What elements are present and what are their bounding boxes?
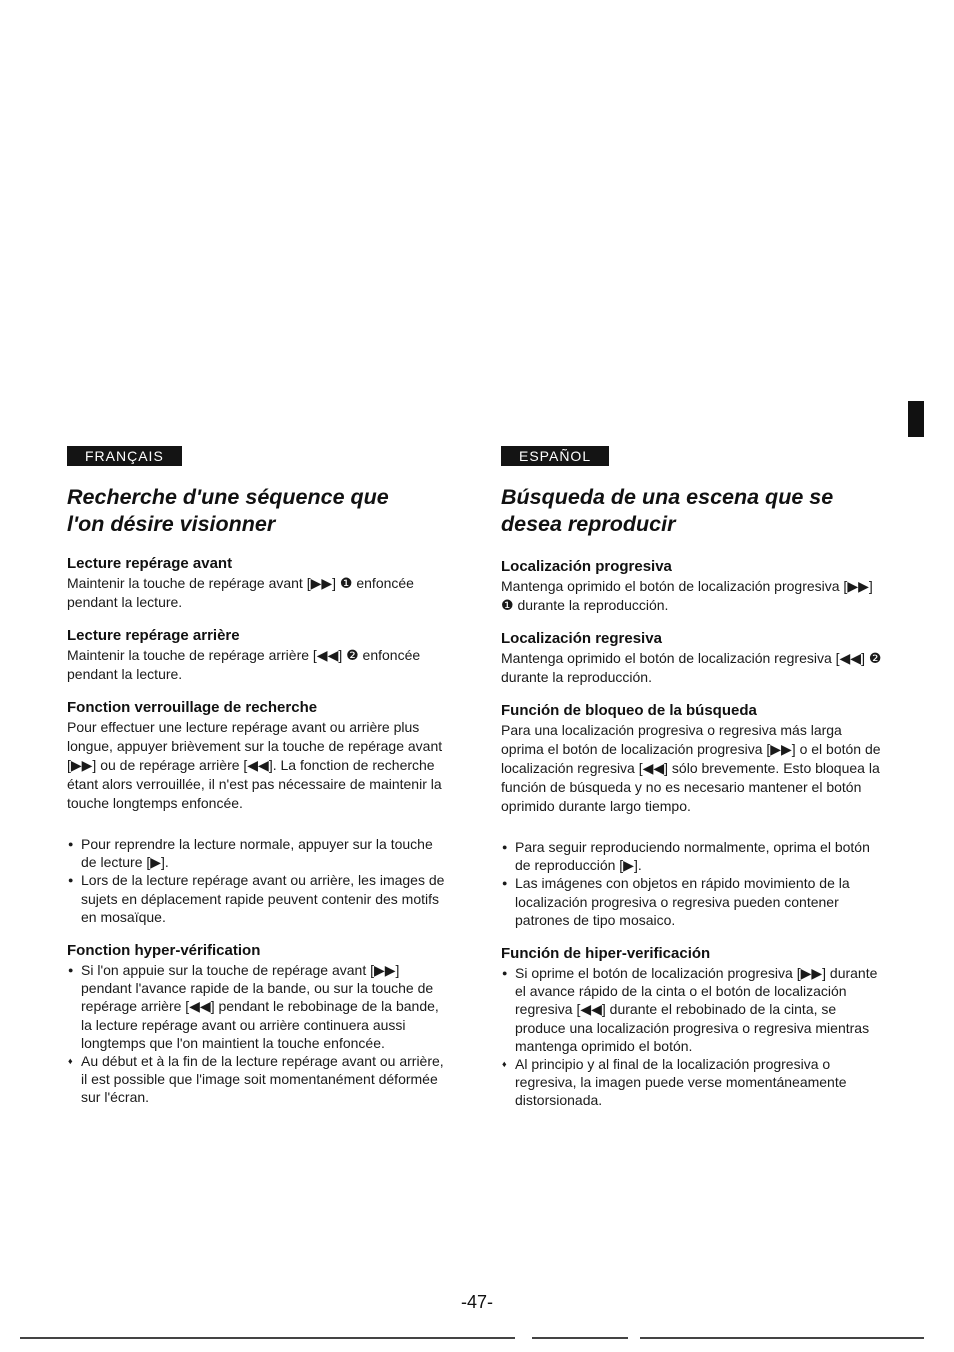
text-forward-search-fr: Maintenir la touche de repérage avant [▶▶] ❶ enfoncée pendant la lecture. [67, 575, 414, 610]
title-french [67, 484, 452, 538]
bullet-icon: ● [68, 839, 74, 849]
bullet-icon: ● [502, 878, 508, 889]
hyper-check-list-fr [67, 961, 452, 1107]
notes-list-es [501, 838, 886, 929]
page-number: -47- [460, 1292, 493, 1312]
list-item: ● Para seguir reproduciendo normalmente, oprima el botón de reproducción [▶]. [502, 839, 870, 874]
heading-hyper-check-es: Función de hiper-verificación [501, 945, 711, 963]
list-item: ● Si oprime el botón de localización progresiva [▶▶] durante el avance rápido de la cinta o el botón de localización regresiva [◀◀] durante el rebobinado de la cinta, se produce una localización progresiva o regresiva mientras mantenga oprimido el botón. [502, 965, 878, 1054]
heading-forward-search-fr: Lecture repérage avant [67, 555, 233, 572]
footer-rule-middle [532, 1337, 628, 1339]
heading-reverse-search-fr: Lecture repérage arrière [67, 627, 240, 644]
bullet-icon: ● [68, 875, 74, 886]
heading-search-lock-fr: Fonction verrouillage de recherche [67, 699, 318, 716]
list-item: ● Lors de la lecture repérage avant ou arrière, les images de sujets en déplacement rapide peuvent contenir des motifs en mosaïque. [68, 872, 445, 925]
text-reverse-search-fr: Maintenir la touche de repérage arrière [◀◀] ❷ enfoncée pendant la lecture. [67, 647, 421, 682]
text-reverse-search-es: Mantenga oprimido el botón de localización regresiva [◀◀] ❷ durante la reproducción. [501, 650, 882, 685]
column-french [67, 446, 452, 1123]
title-french-line-2: l'on désire visionner [67, 512, 276, 536]
text-search-lock-fr: Pour effectuer une lecture repérage avant ou arrière plus longue, appuyer brièvement sur la touche de repérage avant [▶▶] ou de repérage arrière [◀◀]. La fonction de recherche étant alors verrouillée, il n'est pas nécessaire de maintenir la touche longtemps enfoncée. [67, 719, 443, 811]
diamond-icon: ♦ [68, 1056, 73, 1067]
text-search-lock-es: Para una localización progresiva o regresiva más larga oprima el botón de localización progresiva [▶▶] o el botón de localización regresiva [◀◀] sólo brevemente. Esto bloquea la función de búsqueda y no es necesario mantener el botón oprimido durante largo tiempo. [501, 722, 881, 814]
hyper-check-list-es [501, 964, 886, 1110]
language-tag-spanish: ESPAÑOL [501, 446, 609, 466]
heading-forward-search-es: Localización progresiva [501, 558, 672, 575]
bullet-icon: ● [502, 842, 508, 852]
heading-search-lock-es: Función de bloqueo de la búsqueda [501, 702, 757, 719]
title-spanish-line-1: Búsqueda de una escena que se [501, 485, 834, 509]
title-french-line-1: Recherche d'une séquence que [67, 485, 389, 509]
text-forward-search-es: Mantenga oprimido el botón de localización progresiva [▶▶] ❶ durante la reproducción. [501, 578, 873, 613]
list-item: ● Las imágenes con objetos en rápido movimiento de la localización progresiva o regresiva pueden contener patrones de tipo mosaico. [502, 875, 850, 928]
list-item: ● Pour reprendre la lecture normale, appuyer sur la touche de lecture [▶]. [68, 836, 433, 871]
heading-reverse-search-es: Localización regresiva [501, 630, 662, 647]
bullet-icon: ● [68, 965, 74, 976]
heading-hyper-check-fr: Fonction hyper-vérification [67, 942, 261, 960]
title-spanish-line-2: desea reproducir [501, 512, 676, 536]
language-tag-french: FRANÇAIS [67, 446, 182, 466]
list-item: ● Si l'on appuie sur la touche de repérage avant [▶▶] pendant l'avance rapide de la bande, ou sur la touche de repérage arrière [◀◀] pendant le rebobinage de la bande, la lecture repérage avant ou arrière continuera aussi longtemps que l'on maintient la touche enfoncée. [68, 962, 439, 1051]
bullet-icon: ● [502, 968, 508, 979]
notes-list-fr [67, 835, 452, 926]
footer-rule-right [640, 1337, 924, 1339]
footer-rule-left [20, 1337, 515, 1339]
list-item: ♦ Al principio y al final de la localización progresiva o regresiva, la imagen puede verse momentáneamente distorsionada. [502, 1056, 847, 1109]
section-edge-marker [908, 401, 924, 437]
diamond-icon: ♦ [502, 1059, 507, 1070]
title-spanish [501, 484, 886, 538]
list-item: ♦ Au début et à la fin de la lecture repérage avant ou arrière, il est possible que l'image soit momentanément déformée sur l'écran. [68, 1053, 444, 1106]
column-spanish [501, 446, 886, 1126]
